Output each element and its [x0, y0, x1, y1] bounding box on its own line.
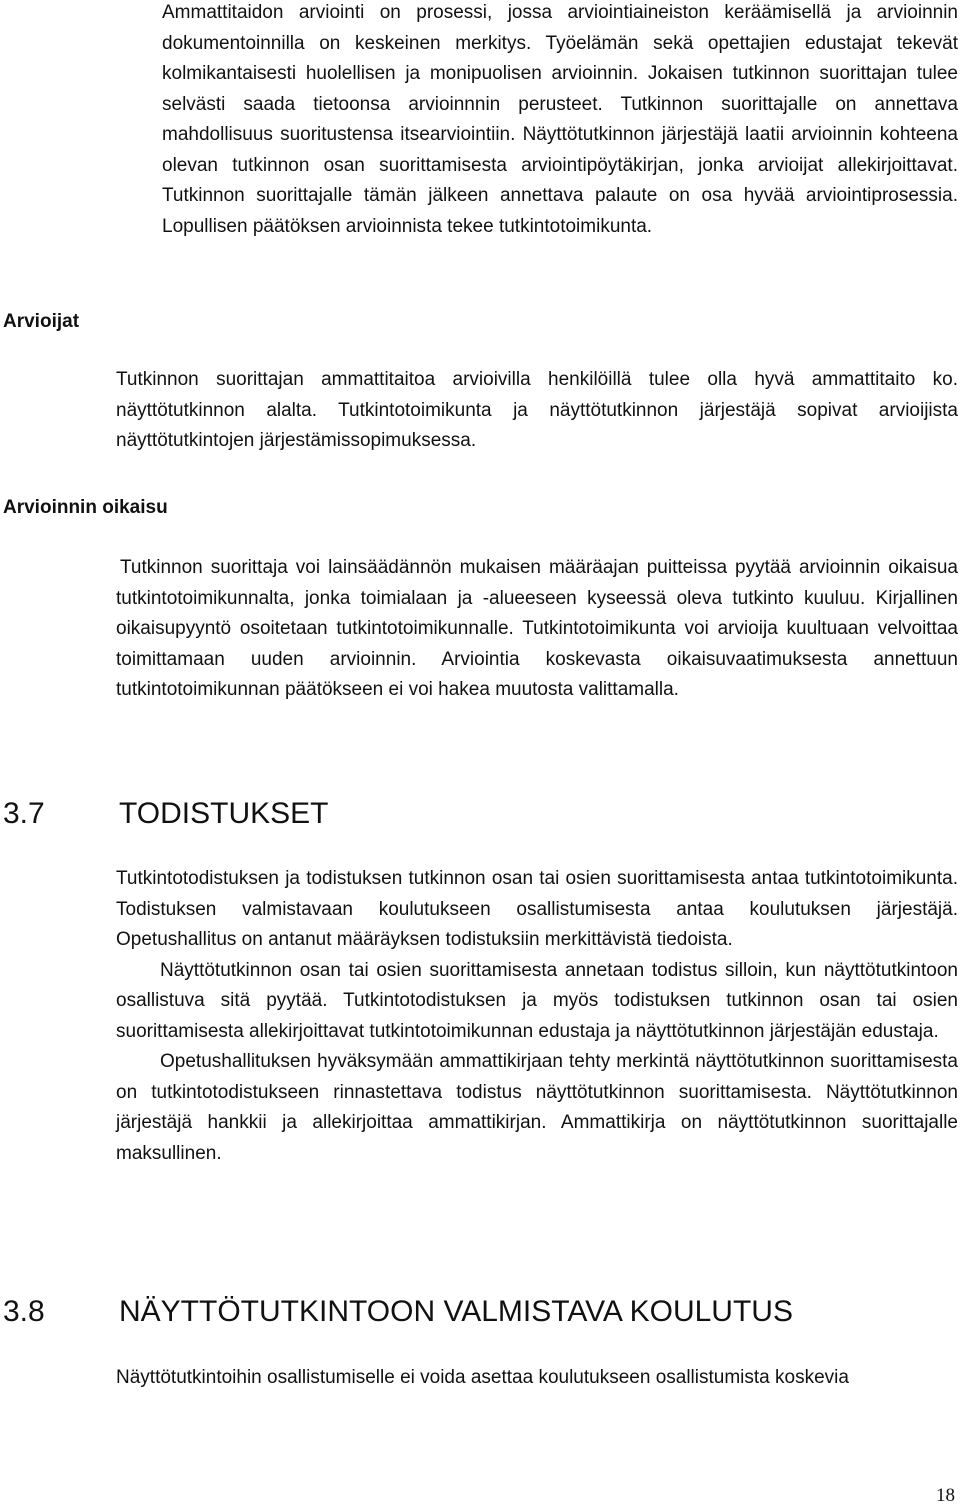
intro-paragraph: Ammattitaidon arviointi on prosessi, jossa arviointiaineiston keräämisellä ja arvioinnin dokumentoinnilla on keskeinen merkitys. Työelämän sekä opettajien edustajat tekevät kolmikantaisesti huolellisen ja monipuolisen arvioinnin. Jokaisen tutkinnon suorittajan tulee selvästi saada tietoonsa arvioinnnin perusteet. Tutkinnon suorittajalle on annettava mahdollisuus suoritustensa itsearviointiin. Näyttötutkinnon järjestäjä laatii arvioinnin kohteena olevan tutkinnon osan suorittamisesta arviointipöytäkirjan, jonka arvioijat allekirjoittavat. Tutkinnon suorittajalle tämän jälkeen annettava palaute on osa hyvää arviointiprosessia. Lopullisen päätöksen arvioinnista tekee tutkintotoimikunta.	[162, 2, 958, 237]
side-heading-arvioinnin-oikaisu: Arvioinnin oikaisu	[3, 497, 168, 518]
section-number: 3.8	[3, 1295, 45, 1328]
section-title: NÄYTTÖTUTKINTOON VALMISTAVA KOULUTUS	[119, 1295, 793, 1328]
todistukset-paragraph: Tutkintotodistuksen ja todistuksen tutkinnon osan tai osien suorittamisesta antaa tutkintotoimikunta. Todistuksen valmistavaan koulutukseen osallistumisesta antaa koulutuksen järjestäjä. Opetushallitus on antanut määräyksen todistuksiin merkittävistä tiedoista.	[116, 868, 958, 950]
page-number: 18	[936, 1485, 955, 1506]
section-title: TODISTUKSET	[119, 797, 329, 830]
todistukset-body	[116, 864, 958, 1169]
todistukset-paragraph: Opetushallituksen hyväksymään ammattikirjaan tehty merkintä näyttötutkinnon suorittamisesta on tutkintotodistukseen rinnastettava todistus näyttötutkinnon suorittamisesta. Näyttötutkinnon järjestäjä hankkii ja allekirjoittaa ammattikirjan. Ammattikirja on näyttötutkinnon suorittajalle maksullinen.	[116, 1051, 958, 1164]
arvioijat-paragraph: Tutkinnon suorittajan ammattitaitoa arvioivilla henkilöillä tulee olla hyvä ammattitaito ko. näyttötutkinnon alalta. Tutkintotoimikunta ja näyttötutkinnon järjestäjä sopivat arvioijista näyttötutkintojen järjestämissopimuksessa.	[116, 369, 958, 451]
side-heading-arvioijat: Arvioijat	[3, 311, 80, 332]
oikaisu-paragraph: Tutkinnon suorittaja voi lainsäädännön mukaisen määräajan puitteissa pyytää arvioinnin oikaisua tutkintotoimikunnalta, jonka toimialaan ja -alueeseen kyseessä oleva tutkinto kuuluu. Kirjallinen oikaisupyyntö osoitetaan tutkintotoimikunnalle. Tutkintotoimikunta voi arvioija kuultuaan velvoittaa toimittamaan uuden arvioinnin. Arviointia koskevasta oikaisuvaatimuksesta annettuun tutkintotoimikunnan päätökseen ei voi hakea muutosta valittamalla.	[116, 557, 958, 700]
section-number: 3.7	[3, 797, 45, 830]
section-heading-3-8	[3, 1294, 793, 1330]
section-heading-3-7	[3, 796, 328, 832]
todistukset-paragraph: Näyttötutkinnon osan tai osien suorittamisesta annetaan todistus silloin, kun näyttötutkintoon osallistuva sitä pyytää. Tutkintotodistuksen ja myös todistuksen tutkinnon osan tai osien suorittamisesta allekirjoittavat tutkintotoimikunnan edustaja ja näyttötutkinnon järjestäjän edustaja.	[116, 959, 958, 1042]
koulutus-paragraph: Näyttötutkintoihin osallistumiselle ei voida asettaa koulutukseen osallistumista koskevia	[116, 1367, 849, 1388]
